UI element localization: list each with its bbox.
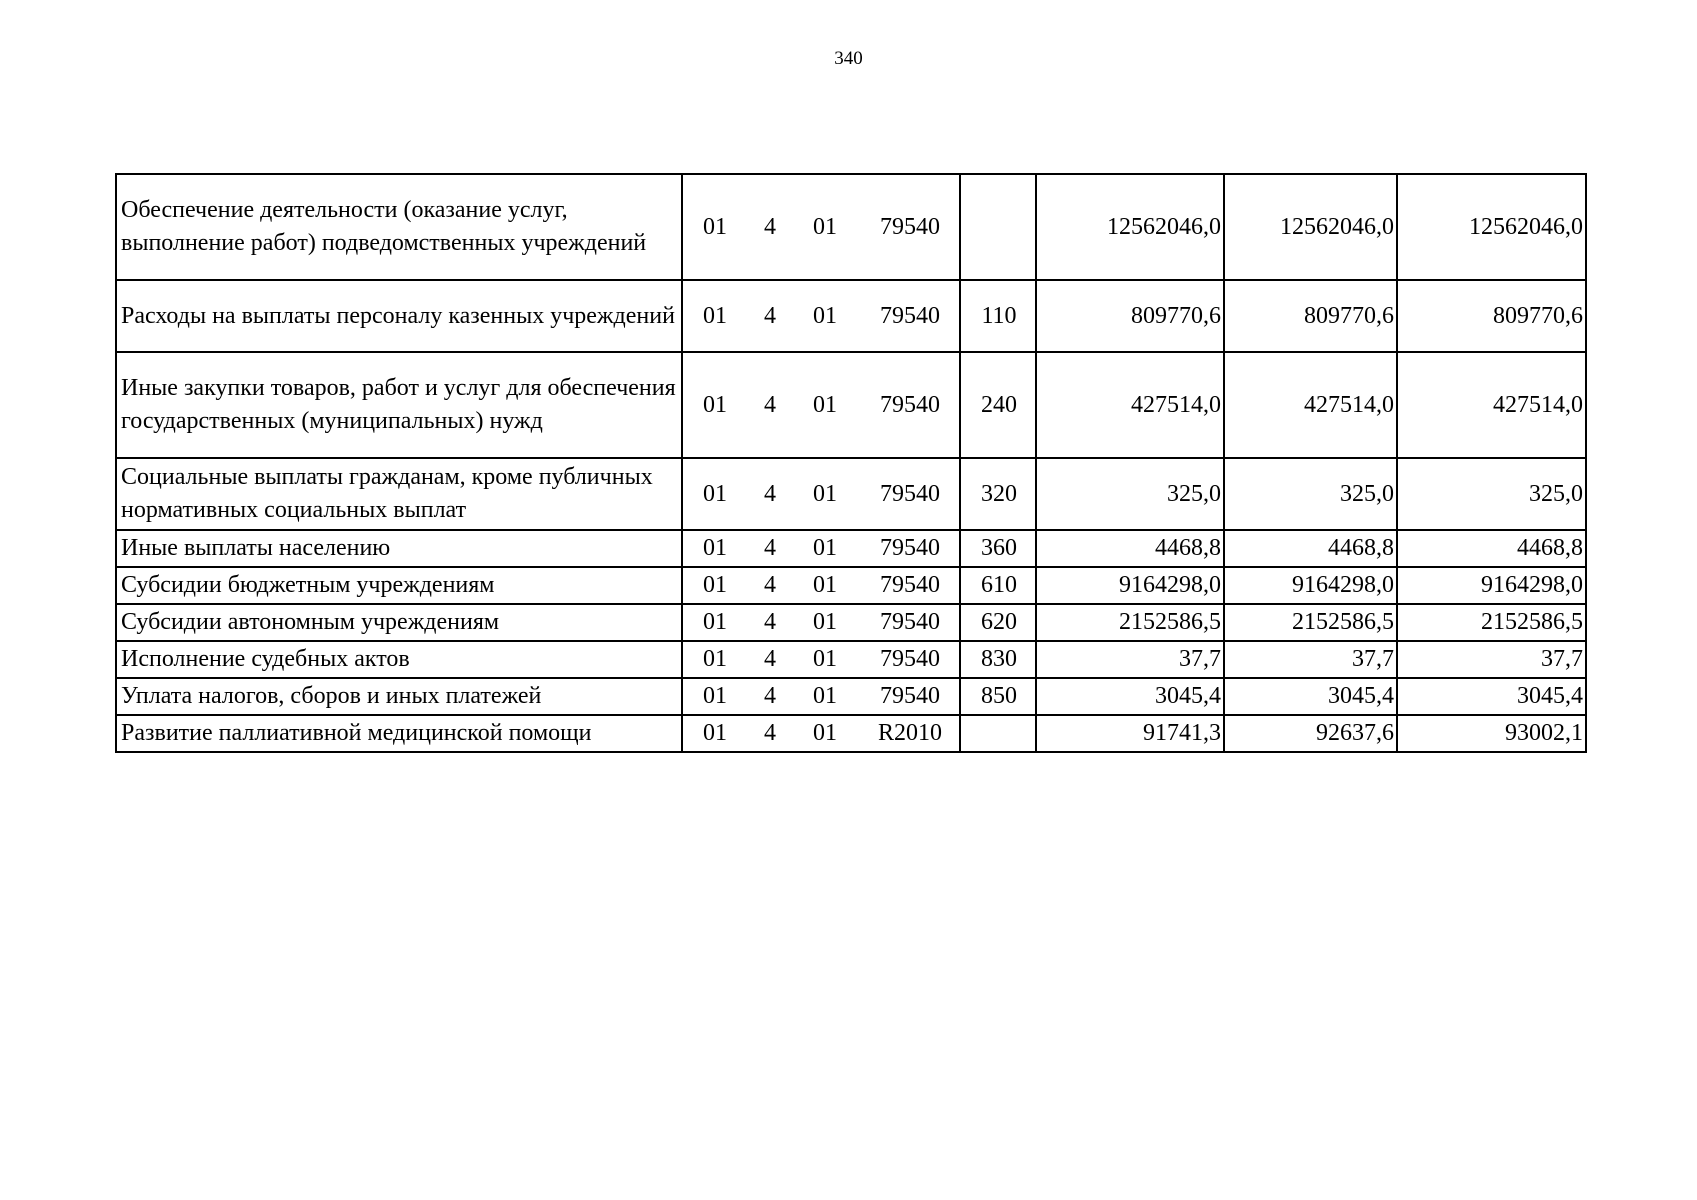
subprogram-code: 4 (764, 646, 776, 672)
amount-year2-cell: 37,7 (1224, 641, 1397, 678)
expense-type-code-cell: 620 (960, 604, 1036, 641)
expense-name-cell: Исполнение судебных актов (116, 641, 682, 678)
amount-year1-cell: 427514,0 (1036, 352, 1224, 458)
main-activity-code: 01 (813, 391, 837, 418)
direction-code: 79540 (880, 683, 940, 709)
amount-year3-cell: 325,0 (1397, 458, 1586, 530)
program-code: 01 (703, 609, 727, 635)
subprogram-code: 4 (764, 720, 776, 746)
target-article-code-cell (682, 530, 960, 567)
subprogram-code: 4 (764, 213, 776, 240)
table-row (116, 174, 1586, 280)
direction-code: 79540 (880, 302, 940, 329)
amount-year3-cell: 4468,8 (1397, 530, 1586, 567)
amount-year1-cell: 91741,3 (1036, 715, 1224, 752)
amount-year3-cell: 37,7 (1397, 641, 1586, 678)
amount-year2-cell: 427514,0 (1224, 352, 1397, 458)
amount-year2-cell: 92637,6 (1224, 715, 1397, 752)
expense-type-code-cell: 850 (960, 678, 1036, 715)
target-article-code-cell (682, 641, 960, 678)
expense-name-cell: Субсидии автономным учреждениям (116, 604, 682, 641)
expense-type-code-cell: 240 (960, 352, 1036, 458)
amount-year1-cell: 325,0 (1036, 458, 1224, 530)
expense-name-cell: Иные закупки товаров, работ и услуг для обеспечения государственных (муниципальных) нужд (116, 352, 682, 458)
amount-year3-cell: 12562046,0 (1397, 174, 1586, 280)
table-row (116, 280, 1586, 352)
main-activity-code: 01 (813, 302, 837, 329)
subprogram-code: 4 (764, 480, 776, 507)
subprogram-code: 4 (764, 683, 776, 709)
expense-name-cell: Расходы на выплаты персоналу казенных учреждений (116, 280, 682, 352)
target-article-code-cell (682, 715, 960, 752)
amount-year1-cell: 9164298,0 (1036, 567, 1224, 604)
amount-year3-cell: 93002,1 (1397, 715, 1586, 752)
expense-name-cell: Субсидии бюджетным учреждениям (116, 567, 682, 604)
expense-name-cell: Уплата налогов, сборов и иных платежей (116, 678, 682, 715)
main-activity-code: 01 (813, 213, 837, 240)
amount-year2-cell: 325,0 (1224, 458, 1397, 530)
table-row (116, 678, 1586, 715)
subprogram-code: 4 (764, 391, 776, 418)
expense-type-code-cell: 610 (960, 567, 1036, 604)
amount-year3-cell: 3045,4 (1397, 678, 1586, 715)
amount-year2-cell: 2152586,5 (1224, 604, 1397, 641)
subprogram-code: 4 (764, 609, 776, 635)
code-grid (683, 717, 959, 750)
direction-code: 79540 (880, 535, 940, 561)
code-grid (683, 643, 959, 676)
program-code: 01 (703, 720, 727, 746)
table-row (116, 567, 1586, 604)
program-code: 01 (703, 646, 727, 672)
main-activity-code: 01 (813, 609, 837, 635)
expense-type-code-cell: 320 (960, 458, 1036, 530)
direction-code: 79540 (880, 609, 940, 635)
table-row (116, 530, 1586, 567)
code-grid (683, 680, 959, 713)
subprogram-code: 4 (764, 535, 776, 561)
direction-code: 79540 (880, 646, 940, 672)
program-code: 01 (703, 480, 727, 507)
program-code: 01 (703, 535, 727, 561)
main-activity-code: 01 (813, 646, 837, 672)
main-activity-code: 01 (813, 535, 837, 561)
code-grid (683, 569, 959, 602)
table-row (116, 352, 1586, 458)
target-article-code-cell (682, 604, 960, 641)
table-body (116, 174, 1586, 752)
code-grid (683, 606, 959, 639)
subprogram-code: 4 (764, 572, 776, 598)
code-grid (683, 300, 959, 333)
expense-type-code-cell: 110 (960, 280, 1036, 352)
amount-year2-cell: 12562046,0 (1224, 174, 1397, 280)
amount-year3-cell: 427514,0 (1397, 352, 1586, 458)
code-grid (683, 532, 959, 565)
amount-year2-cell: 3045,4 (1224, 678, 1397, 715)
program-code: 01 (703, 213, 727, 240)
code-grid (683, 211, 959, 244)
target-article-code-cell (682, 174, 960, 280)
direction-code: 79540 (880, 572, 940, 598)
direction-code: R2010 (877, 720, 942, 746)
budget-table (115, 173, 1587, 753)
expense-name-cell: Обеспечение деятельности (оказание услуг, выполнение работ) подведомственных учреждений (116, 174, 682, 280)
amount-year1-cell: 4468,8 (1036, 530, 1224, 567)
amount-year1-cell: 37,7 (1036, 641, 1224, 678)
code-grid (683, 389, 959, 422)
amount-year2-cell: 9164298,0 (1224, 567, 1397, 604)
table-row (116, 458, 1586, 530)
target-article-code-cell (682, 458, 960, 530)
expense-name-cell: Иные выплаты населению (116, 530, 682, 567)
direction-code: 79540 (880, 391, 940, 418)
table-row (116, 604, 1586, 641)
amount-year1-cell: 3045,4 (1036, 678, 1224, 715)
main-activity-code: 01 (813, 683, 837, 709)
program-code: 01 (703, 391, 727, 418)
expense-name-cell: Социальные выплаты гражданам, кроме публичных нормативных социальных выплат (116, 458, 682, 530)
expense-name-cell: Развитие паллиативной медицинской помощи (116, 715, 682, 752)
amount-year3-cell: 2152586,5 (1397, 604, 1586, 641)
target-article-code-cell (682, 678, 960, 715)
amount-year3-cell: 9164298,0 (1397, 567, 1586, 604)
amount-year2-cell: 4468,8 (1224, 530, 1397, 567)
program-code: 01 (703, 683, 727, 709)
main-activity-code: 01 (813, 572, 837, 598)
code-grid (683, 478, 959, 511)
target-article-code-cell (682, 280, 960, 352)
direction-code: 79540 (880, 480, 940, 507)
expense-type-code-cell (960, 715, 1036, 752)
direction-code: 79540 (880, 213, 940, 240)
subprogram-code: 4 (764, 302, 776, 329)
program-code: 01 (703, 302, 727, 329)
target-article-code-cell (682, 567, 960, 604)
main-activity-code: 01 (813, 720, 837, 746)
expense-type-code-cell (960, 174, 1036, 280)
amount-year1-cell: 2152586,5 (1036, 604, 1224, 641)
target-article-code-cell (682, 352, 960, 458)
table-row (116, 715, 1586, 752)
amount-year1-cell: 809770,6 (1036, 280, 1224, 352)
amount-year1-cell: 12562046,0 (1036, 174, 1224, 280)
table-row (116, 641, 1586, 678)
page-number: 340 (834, 48, 863, 69)
program-code: 01 (703, 572, 727, 598)
main-activity-code: 01 (813, 480, 837, 507)
amount-year3-cell: 809770,6 (1397, 280, 1586, 352)
expense-type-code-cell: 830 (960, 641, 1036, 678)
amount-year2-cell: 809770,6 (1224, 280, 1397, 352)
expense-type-code-cell: 360 (960, 530, 1036, 567)
